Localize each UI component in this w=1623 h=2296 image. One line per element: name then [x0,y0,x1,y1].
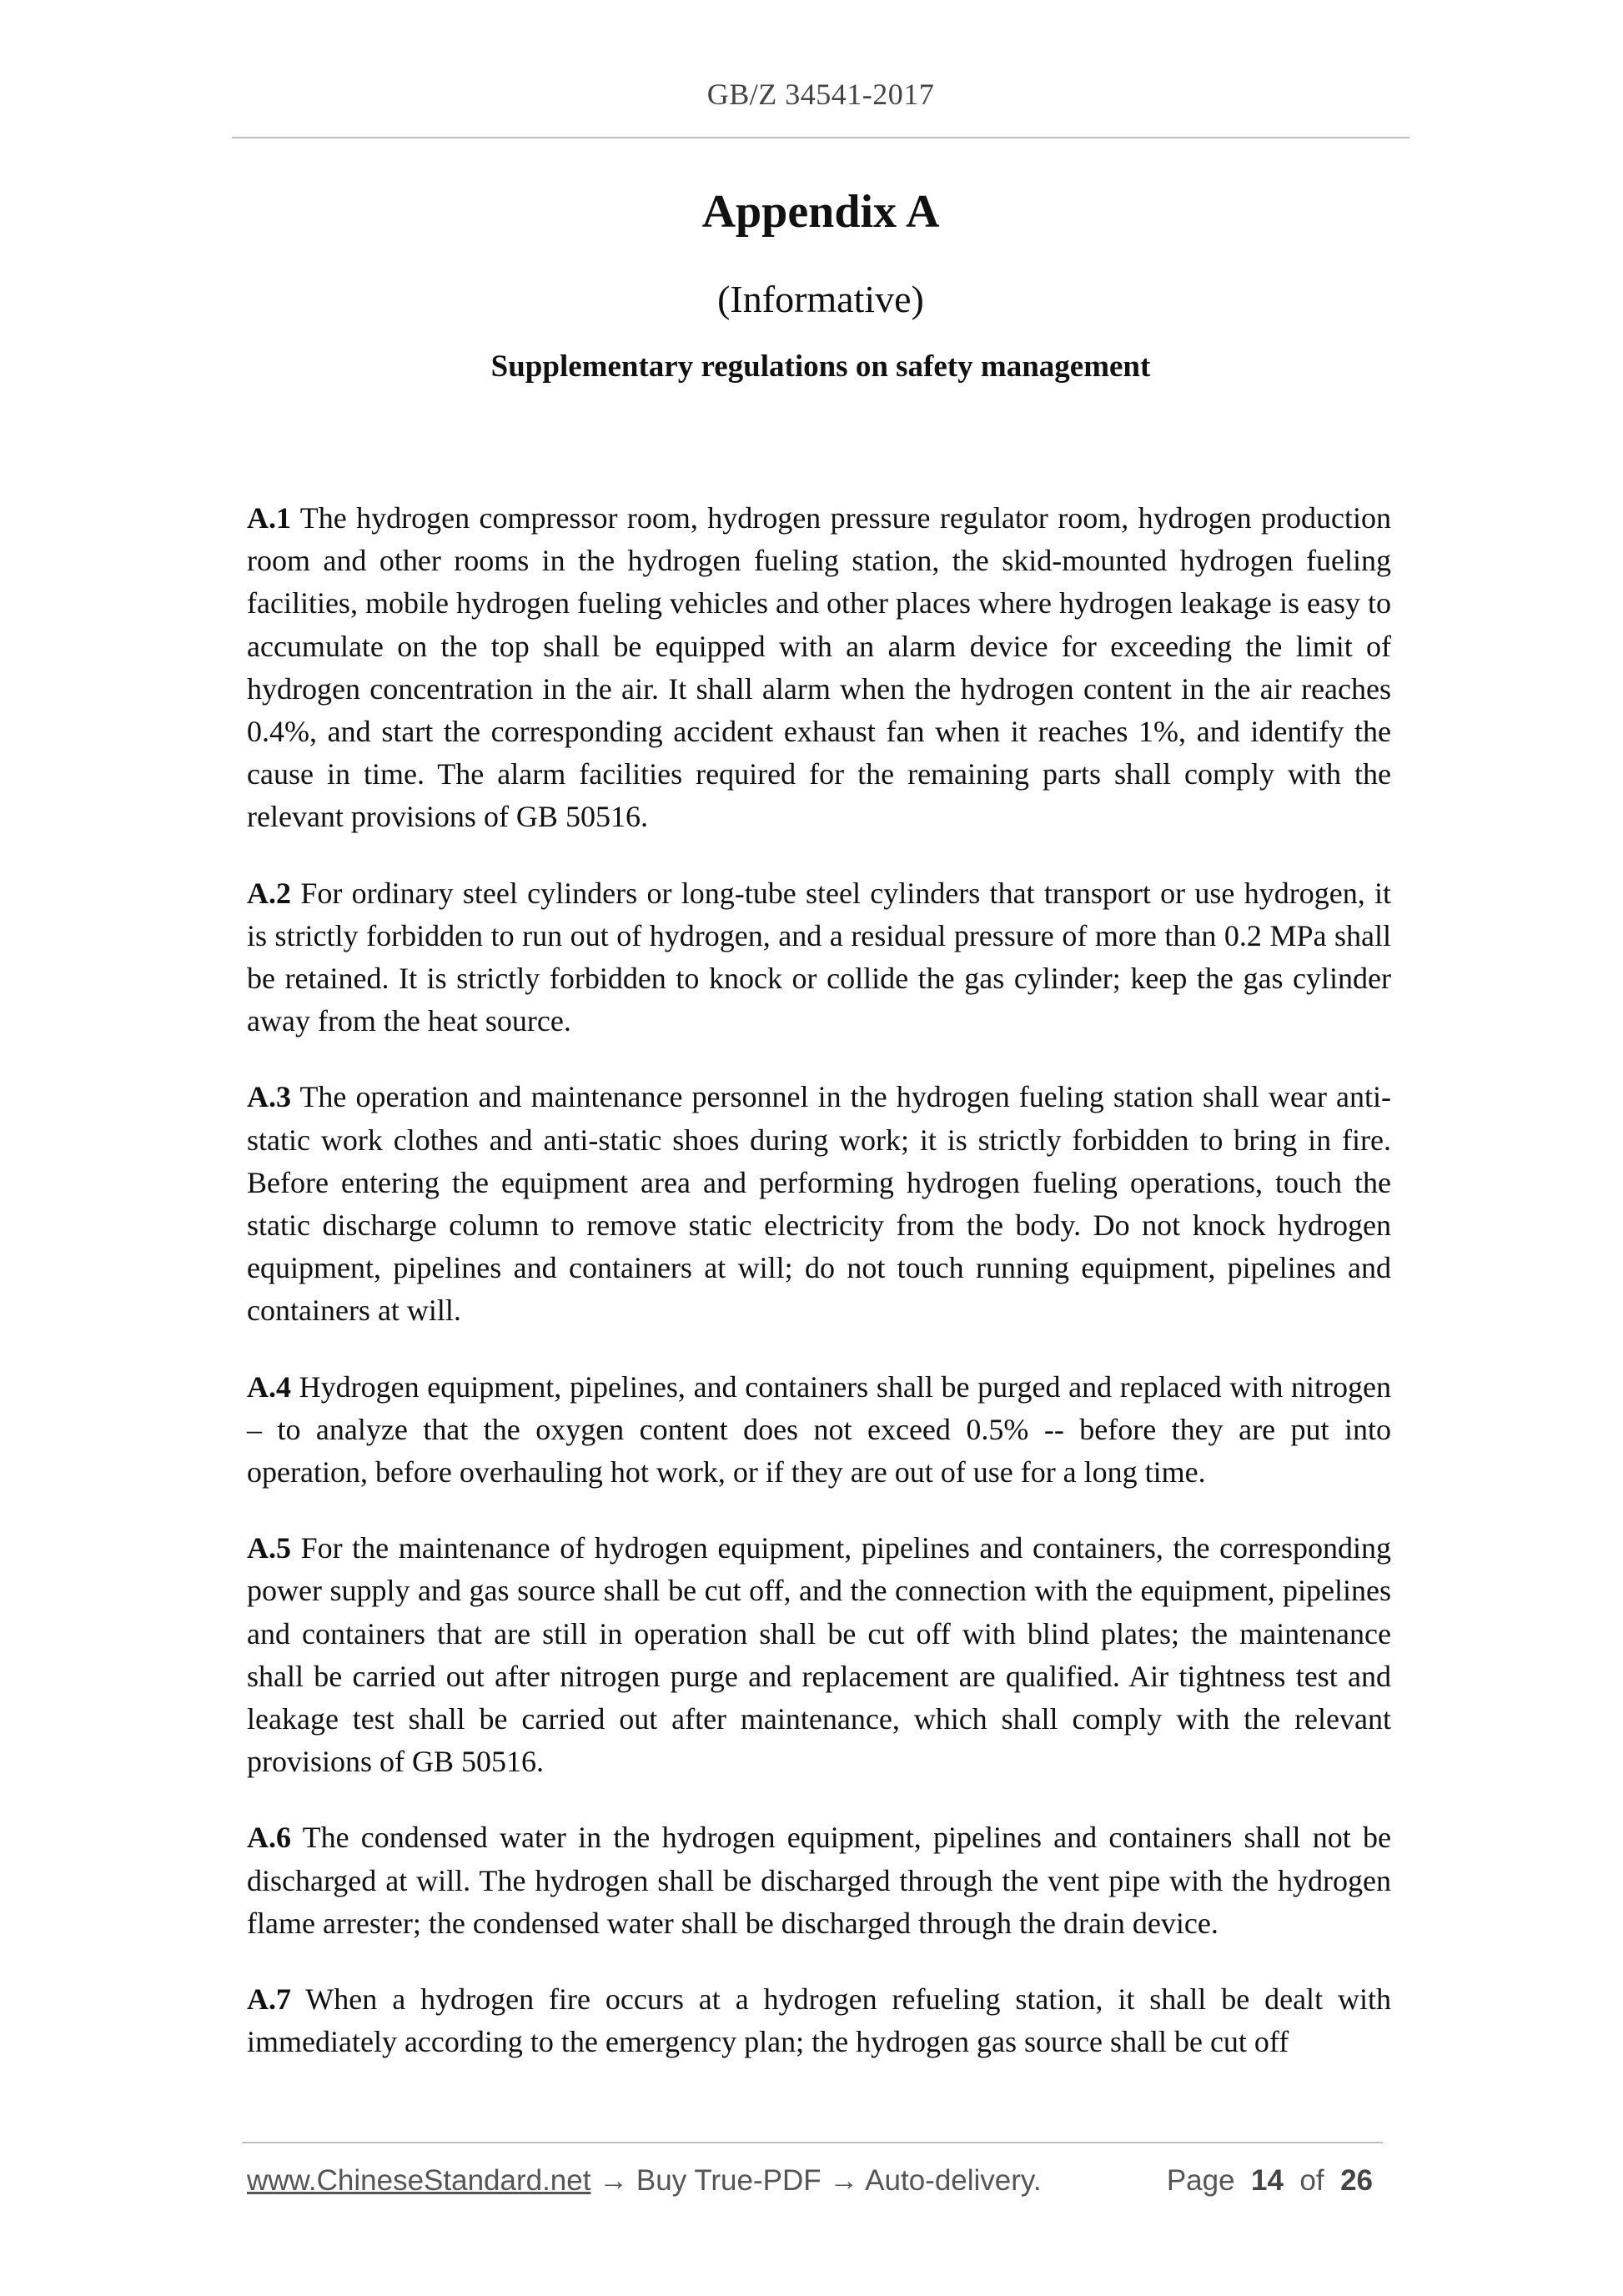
clause-text: For the maintenance of hydrogen equipment, pipelines and containers, the corresponding power supply and gas source shall be cut off, and the connection with the equipment, pipelines and containers that are still in operation shall be cut off with blind plates; the maintenance shall be carried out after nitrogen purge and replacement are qualified. Air tightness test and leakage test shall be carried out after maintenance, which shall comply with the relevant provisions of GB 50516. [247,1531,1392,1779]
clause-a7 [247,1978,1391,2063]
clause-a3 [247,1076,1391,1332]
clause-text: For ordinary steel cylinders or long-tube steel cylinders that transport or use hydrogen, it is strictly forbidden to run out of hydrogen, and a residual pressure of more than 0.2 MPa shall be retained. It is strictly forbidden to knock or collide the gas cylinder; keep the gas cylinder away from the heat source. [247,876,1392,1038]
clause-number: A.2 [247,876,291,910]
page-total: 26 [1340,2164,1373,2197]
footer-divider [242,2142,1383,2143]
appendix-type: (Informative) [717,278,924,320]
clause-number: A.5 [247,1531,291,1565]
clause-number: A.6 [247,1821,291,1855]
clause-a5 [247,1527,1391,1783]
clause-number: A.1 [247,501,291,535]
header-divider [232,137,1409,138]
clause-text: The operation and maintenance personnel in the hydrogen fueling station shall wear anti-static work clothes and anti-static shoes during work; it is strictly forbidden to bring in fire. Before entering the equipment area and performing hydrogen fueling operations, touch the static discharge column to remove static electricity from the body. Do not knock hydrogen equipment, pipelines and containers at will; do not touch running equipment, pipelines and containers at will. [247,1080,1391,1328]
clause-a1 [247,497,1391,839]
page-current: 14 [1251,2164,1284,2197]
clause-number: A.4 [247,1369,291,1404]
clause-text: The condensed water in the hydrogen equipment, pipelines and containers shall not be discharged at will. The hydrogen shall be discharged through the vent pipe with the hydrogen flame arrester; the condensed water shall be discharged through the drain device. [247,1821,1391,1940]
page-label: Page [1166,2164,1235,2197]
clause-a2 [247,872,1391,1043]
clause-number: A.3 [247,1080,291,1114]
running-header: GB/Z 34541-2017 [706,78,935,111]
appendix-title: Appendix A [701,186,940,238]
clause-text: When a hydrogen fire occurs at a hydrogen refueling station, it shall be dealt with immediately according to the emergency plan; the hydrogen gas source shall be cut off [247,1982,1392,2059]
clause-number: A.7 [247,1982,291,2017]
footer-promo: → Buy True-PDF → Auto-delivery. [590,2164,1042,2197]
clause-a6 [247,1816,1391,1945]
clause-text: The hydrogen compressor room, hydrogen pressure regulator room, hydrogen production room and other rooms in the hydrogen fueling station, the skid-mounted hydrogen fueling facilities, mobile hydrogen fueling vehicles and other places where hydrogen leakage is easy to accumulate on the top shall be equipped with an alarm device for exceeding the limit of hydrogen concentration in the air. It shall alarm when the hydrogen content in the air reaches 0.4%, and start the corresponding accident exhaust fan when it reaches 1%, and identify the cause in time. The alarm facilities required for the remaining parts shall comply with the relevant provisions of GB 50516. [247,501,1391,834]
appendix-heading: Supplementary regulations on safety management [490,349,1151,384]
page-footer [247,2164,1383,2198]
page-of: of [1299,2164,1324,2197]
clause-a4 [247,1366,1391,1495]
page-indicator [1167,2164,1373,2198]
site-link[interactable]: www.ChineseStandard.net [247,2164,591,2197]
clause-text: Hydrogen equipment, pipelines, and containers shall be purged and replaced with nitrogen – to analyze that the oxygen content does not exceed 0.5% -- before they are put into operation, before overhauling hot work, or if they are out of use for a long time. [247,1369,1391,1490]
appendix-body [247,497,1391,2098]
